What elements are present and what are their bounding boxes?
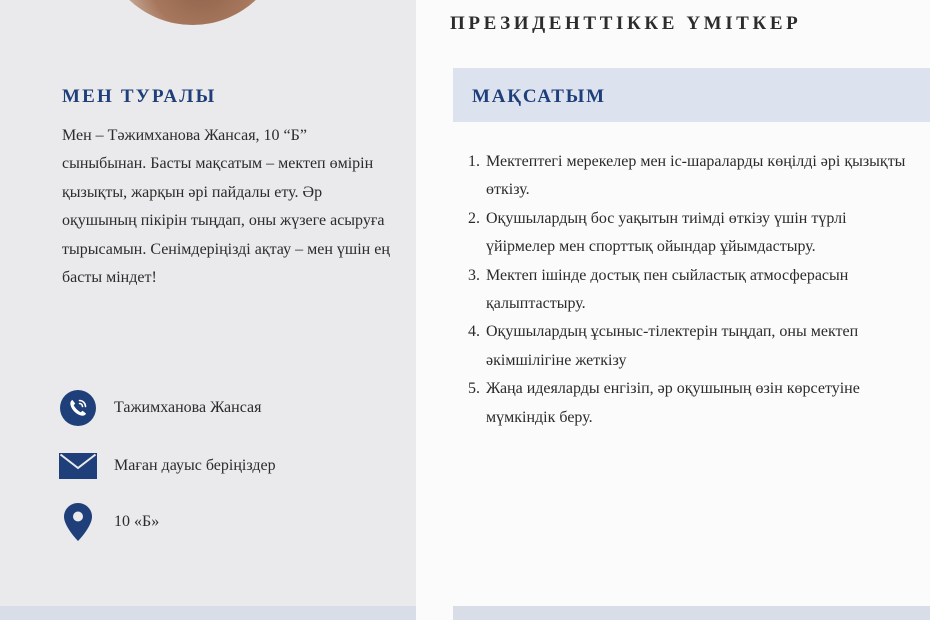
candidate-title: ПРЕЗИДЕНТТІККЕ ҮМІТКЕР bbox=[450, 13, 802, 34]
goal-text: Мектептегі мерекелер мен іс-шараларды көңілді әрі қызықты өткізу. bbox=[486, 153, 906, 199]
contact-phone-label: Тажимханова Жансая bbox=[114, 399, 262, 416]
goal-text: Мектеп ішінде достық пен сыйластық атмосферасын қалыптастыру. bbox=[486, 266, 849, 313]
goal-item bbox=[468, 205, 908, 262]
goal-item bbox=[468, 375, 908, 432]
goal-text: Жаңа идеяларды енгізіп, әр оқушының өзін көрсетуіне мүмкіндік беру. bbox=[486, 380, 860, 426]
left-footer-band bbox=[0, 606, 416, 620]
right-panel bbox=[416, 0, 930, 620]
location-pin-icon bbox=[58, 503, 98, 541]
about-text: Мен – Тәжимханова Жансая, 10 “Б” сыныбынан. Басты мақсатым – мектеп өмірін қызықты, жарқын әрі пайдалы ету. Әр оқушының пікірін тыңдап, оны жүзеге асыруға тырысамын. Сенімдеріңізді ақтау – мен үшін ең басты міндет! bbox=[62, 127, 390, 287]
goal-number: 2. bbox=[468, 209, 480, 227]
goal-number: 3. bbox=[468, 266, 480, 284]
right-footer-band bbox=[453, 606, 930, 620]
contact-location bbox=[58, 503, 159, 541]
goal-text: Оқушылардың бос уақытын тиімді өткізу үшін түрлі үйірмелер мен спорттық ойындар ұйымдастыру. bbox=[486, 209, 847, 256]
goal-item bbox=[468, 262, 908, 319]
goal-number: 4. bbox=[468, 323, 480, 341]
contact-mail-label: Маған дауыс беріңіздер bbox=[114, 457, 276, 474]
contact-mail bbox=[58, 447, 276, 485]
goal-number: 5. bbox=[468, 380, 480, 398]
left-panel bbox=[0, 0, 416, 620]
goal-item bbox=[468, 148, 908, 205]
goal-text: Оқушылардың ұсыныс-тілектерін тыңдап, оны мектеп әкімшілігіне жеткізу bbox=[486, 323, 859, 369]
mail-icon bbox=[58, 447, 98, 485]
candidate-photo bbox=[100, 0, 285, 25]
goal-number: 1. bbox=[468, 153, 480, 170]
goals-heading: МАҚСАТЫМ bbox=[472, 86, 606, 107]
phone-icon bbox=[58, 389, 98, 427]
goals-list bbox=[468, 148, 908, 432]
contact-phone bbox=[58, 389, 261, 427]
contact-location-label: 10 «Б» bbox=[114, 513, 160, 530]
goals-banner bbox=[453, 68, 930, 122]
goal-item bbox=[468, 318, 908, 375]
about-heading: МЕН ТУРАЛЫ bbox=[62, 86, 217, 107]
